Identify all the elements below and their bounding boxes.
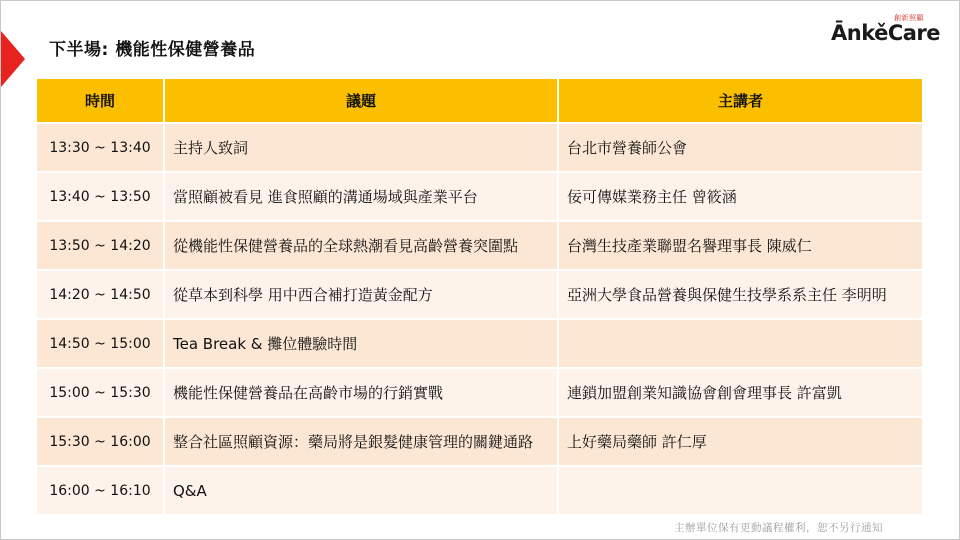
footer-note: 主辦單位保有更動議程權利，恕不另行通知	[674, 522, 883, 534]
speaker-cell	[559, 467, 922, 516]
time-cell: 13:50 ~ 14:20	[37, 222, 165, 271]
topic-cell: 機能性保健營養品在高齡市場的行銷實戰	[165, 369, 559, 418]
time-cell: 15:00 ~ 15:30	[37, 369, 165, 418]
table-row	[37, 467, 922, 516]
logo-badge: 創新照顧	[894, 14, 924, 22]
time-cell: 16:00 ~ 16:10	[37, 467, 165, 516]
table-row	[37, 173, 922, 222]
table-row	[37, 418, 922, 467]
topic-cell: 主持人致詞	[165, 124, 559, 173]
speaker-cell: 佞可傳媒業務主任 曾筱涵	[559, 173, 922, 222]
ankecare-logo	[831, 11, 951, 51]
speaker-cell: 台灣生技產業聯盟名譽理事長 陳威仁	[559, 222, 922, 271]
table-row	[37, 222, 922, 271]
topic-cell: 整合社區照顧資源：藥局將是銀髮健康管理的關鍵通路	[165, 418, 559, 467]
table-row	[37, 369, 922, 418]
topic-cell: 從機能性保健營養品的全球熱潮看見高齡營養突圍點	[165, 222, 559, 271]
header-topic: 議題	[165, 79, 559, 124]
speaker-cell: 連鎖加盟創業知識協會創會理事長 許富凱	[559, 369, 922, 418]
header-time: 時間	[37, 79, 165, 124]
red-triangle-accent	[1, 31, 25, 87]
table-row	[37, 124, 922, 173]
table-row	[37, 320, 922, 369]
speaker-cell	[559, 320, 922, 369]
time-cell: 14:20 ~ 14:50	[37, 271, 165, 320]
time-cell: 13:30 ~ 13:40	[37, 124, 165, 173]
topic-cell: 從草本到科學 用中西合補打造黃金配方	[165, 271, 559, 320]
speaker-cell: 亞洲大學食品營養與保健生技學系系主任 李明明	[559, 271, 922, 320]
table-header-row	[37, 79, 922, 124]
time-cell: 15:30 ~ 16:00	[37, 418, 165, 467]
time-cell: 14:50 ~ 15:00	[37, 320, 165, 369]
agenda-table	[37, 79, 922, 516]
header-speaker: 主講者	[559, 79, 922, 124]
page-title: 下半場: 機能性保健營養品	[49, 40, 256, 60]
speaker-cell: 上好藥局藥師 許仁厚	[559, 418, 922, 467]
topic-cell: Tea Break & 攤位體驗時間	[165, 320, 559, 369]
topic-cell: 當照顧被看見 進食照顧的溝通場域與產業平台	[165, 173, 559, 222]
speaker-cell: 台北市營養師公會	[559, 124, 922, 173]
topic-cell: Q&A	[165, 467, 559, 516]
table-row	[37, 271, 922, 320]
time-cell: 13:40 ~ 13:50	[37, 173, 165, 222]
logo-text: ĀnkěCare	[831, 21, 941, 45]
